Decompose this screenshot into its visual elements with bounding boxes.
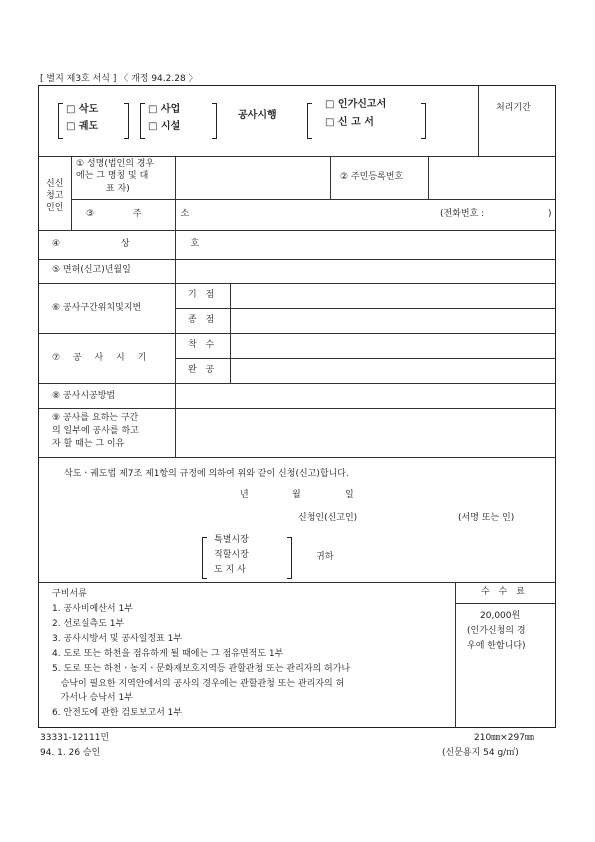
date-day: 일 xyxy=(345,490,354,500)
option-ropeway[interactable]: □ 삭도 xyxy=(66,104,99,115)
recipient-suffix: 귀하 xyxy=(316,552,334,562)
end-point-label: 종 점 xyxy=(188,315,215,325)
period-label: ⑦ 공 사 시 기 xyxy=(52,353,147,363)
rrn-label: ② 주민등록번호 xyxy=(340,172,404,182)
name-input[interactable] xyxy=(176,157,329,198)
start-point-label: 기 점 xyxy=(188,290,215,300)
trade-name-input[interactable] xyxy=(176,231,554,258)
processing-period-label: 처리기간 xyxy=(496,103,531,113)
complete-input[interactable] xyxy=(231,359,554,382)
form-code: 33331-12111민 xyxy=(40,733,110,743)
fee-amount: 20,000원 xyxy=(480,611,521,621)
section-label: ⑥ 공사구간위치및지번 xyxy=(52,303,142,313)
address-input[interactable] xyxy=(176,200,426,229)
document-item: 5. 도로 또는 하천ㆍ농지ㆍ문화재보호지역등 관할관청 또는 관리자의 허가나 xyxy=(52,664,351,674)
fee-title: 수 수 료 xyxy=(481,587,525,597)
bracket-right-3 xyxy=(421,103,426,139)
begin-label: 착 수 xyxy=(188,340,215,350)
applicant-side-label: 신신 청고 인인 xyxy=(46,179,64,213)
name-label-line3: 표 자) xyxy=(106,184,130,194)
begin-input[interactable] xyxy=(231,334,554,357)
phone-close: ) xyxy=(548,209,552,219)
form-number-note: [ 별지 제3호 서식 ] 〈 개정 94.2.28 〉 xyxy=(40,74,198,84)
bracket-left-1 xyxy=(58,103,63,139)
document-item: 가서나 승낙서 1부 xyxy=(52,693,133,703)
partial-reason-input[interactable] xyxy=(176,409,554,456)
recipient-3: 도 지 사 xyxy=(214,565,246,575)
partial-label-line3: 자 할 때는 그 이유 xyxy=(52,439,125,449)
name-label-line1: ① 성명(법인의 경우 xyxy=(76,159,155,169)
address-label: ③ 주 소 xyxy=(86,209,190,219)
method-label: ⑧ 공사시공방법 xyxy=(52,391,116,401)
name-label-line2: 에는 그 명칭 및 대 xyxy=(76,171,149,181)
signature-note: (서명 또는 인) xyxy=(458,513,515,523)
license-date-label: ⑤ 면허(신고)년월일 xyxy=(52,265,131,275)
date-year: 년 xyxy=(240,490,249,500)
approval-date: 94. 1. 26 승인 xyxy=(40,748,101,758)
bracket-left-3 xyxy=(307,103,312,139)
document-item: 4. 도로 또는 하천을 점유하게 될 때에는 그 점유면적도 1부 xyxy=(52,649,284,659)
recipient-2: 직할시장 xyxy=(214,550,249,560)
paper-size: 210㎜×297㎜ xyxy=(474,733,534,743)
option-approval-report[interactable]: □ 인가신고서 xyxy=(325,99,387,110)
bracket-right-1 xyxy=(124,103,129,139)
start-point-input[interactable] xyxy=(231,284,554,307)
complete-label: 완 공 xyxy=(188,365,215,375)
document-item: 6. 안전도에 관한 검토보고서 1부 xyxy=(52,708,183,718)
applicant-sign-label: 신청인(신고인) xyxy=(298,513,358,523)
document-item: 1. 공사비예산서 1부 xyxy=(52,604,133,614)
license-date-input[interactable] xyxy=(176,260,554,282)
option-business[interactable]: □ 사업 xyxy=(148,104,181,115)
option-report[interactable]: □ 신 고 서 xyxy=(325,117,374,128)
recipient-1: 특별시장 xyxy=(214,535,249,545)
trade-name-label: ④ 상 호 xyxy=(52,239,200,249)
paper-type: (신문용지 54 g/㎡) xyxy=(442,748,519,758)
declaration-text: 삭도ㆍ궤도법 제7조 제1항의 규정에 의하여 위와 같이 신청(신고)합니다. xyxy=(64,469,349,479)
bracket-left-2 xyxy=(140,103,145,139)
partial-label-line1: ⑨ 공사를 요하는 구간 xyxy=(52,413,139,423)
phone-label: (전화번호 : xyxy=(440,209,485,219)
fee-note-line1: (인가신청의 경 xyxy=(467,626,526,636)
option-track[interactable]: □ 궤도 xyxy=(66,121,99,132)
method-input[interactable] xyxy=(176,384,554,407)
documents-title: 구비서류 xyxy=(52,589,87,599)
option-facility[interactable]: □ 시설 xyxy=(148,121,181,132)
document-item: 3. 공사시방서 및 공사일정표 1부 xyxy=(52,634,183,644)
fee-note-line2: 우에 한함니다) xyxy=(467,641,526,651)
form-title: 공사시행 xyxy=(238,110,277,121)
bracket-right-2 xyxy=(212,103,217,139)
partial-label-line2: 의 일부에 공사를 하고 xyxy=(52,426,139,436)
rrn-input[interactable] xyxy=(429,157,554,198)
recipient-bracket-right xyxy=(287,537,292,579)
document-item: 승낙이 필요한 지역안에서의 공사의 경우에는 관할관청 또는 관리자의 허 xyxy=(52,679,345,689)
end-point-input[interactable] xyxy=(231,309,554,332)
document-item: 2. 선로실측도 1부 xyxy=(52,619,125,629)
recipient-bracket-left xyxy=(202,537,207,579)
date-month: 월 xyxy=(292,490,301,500)
